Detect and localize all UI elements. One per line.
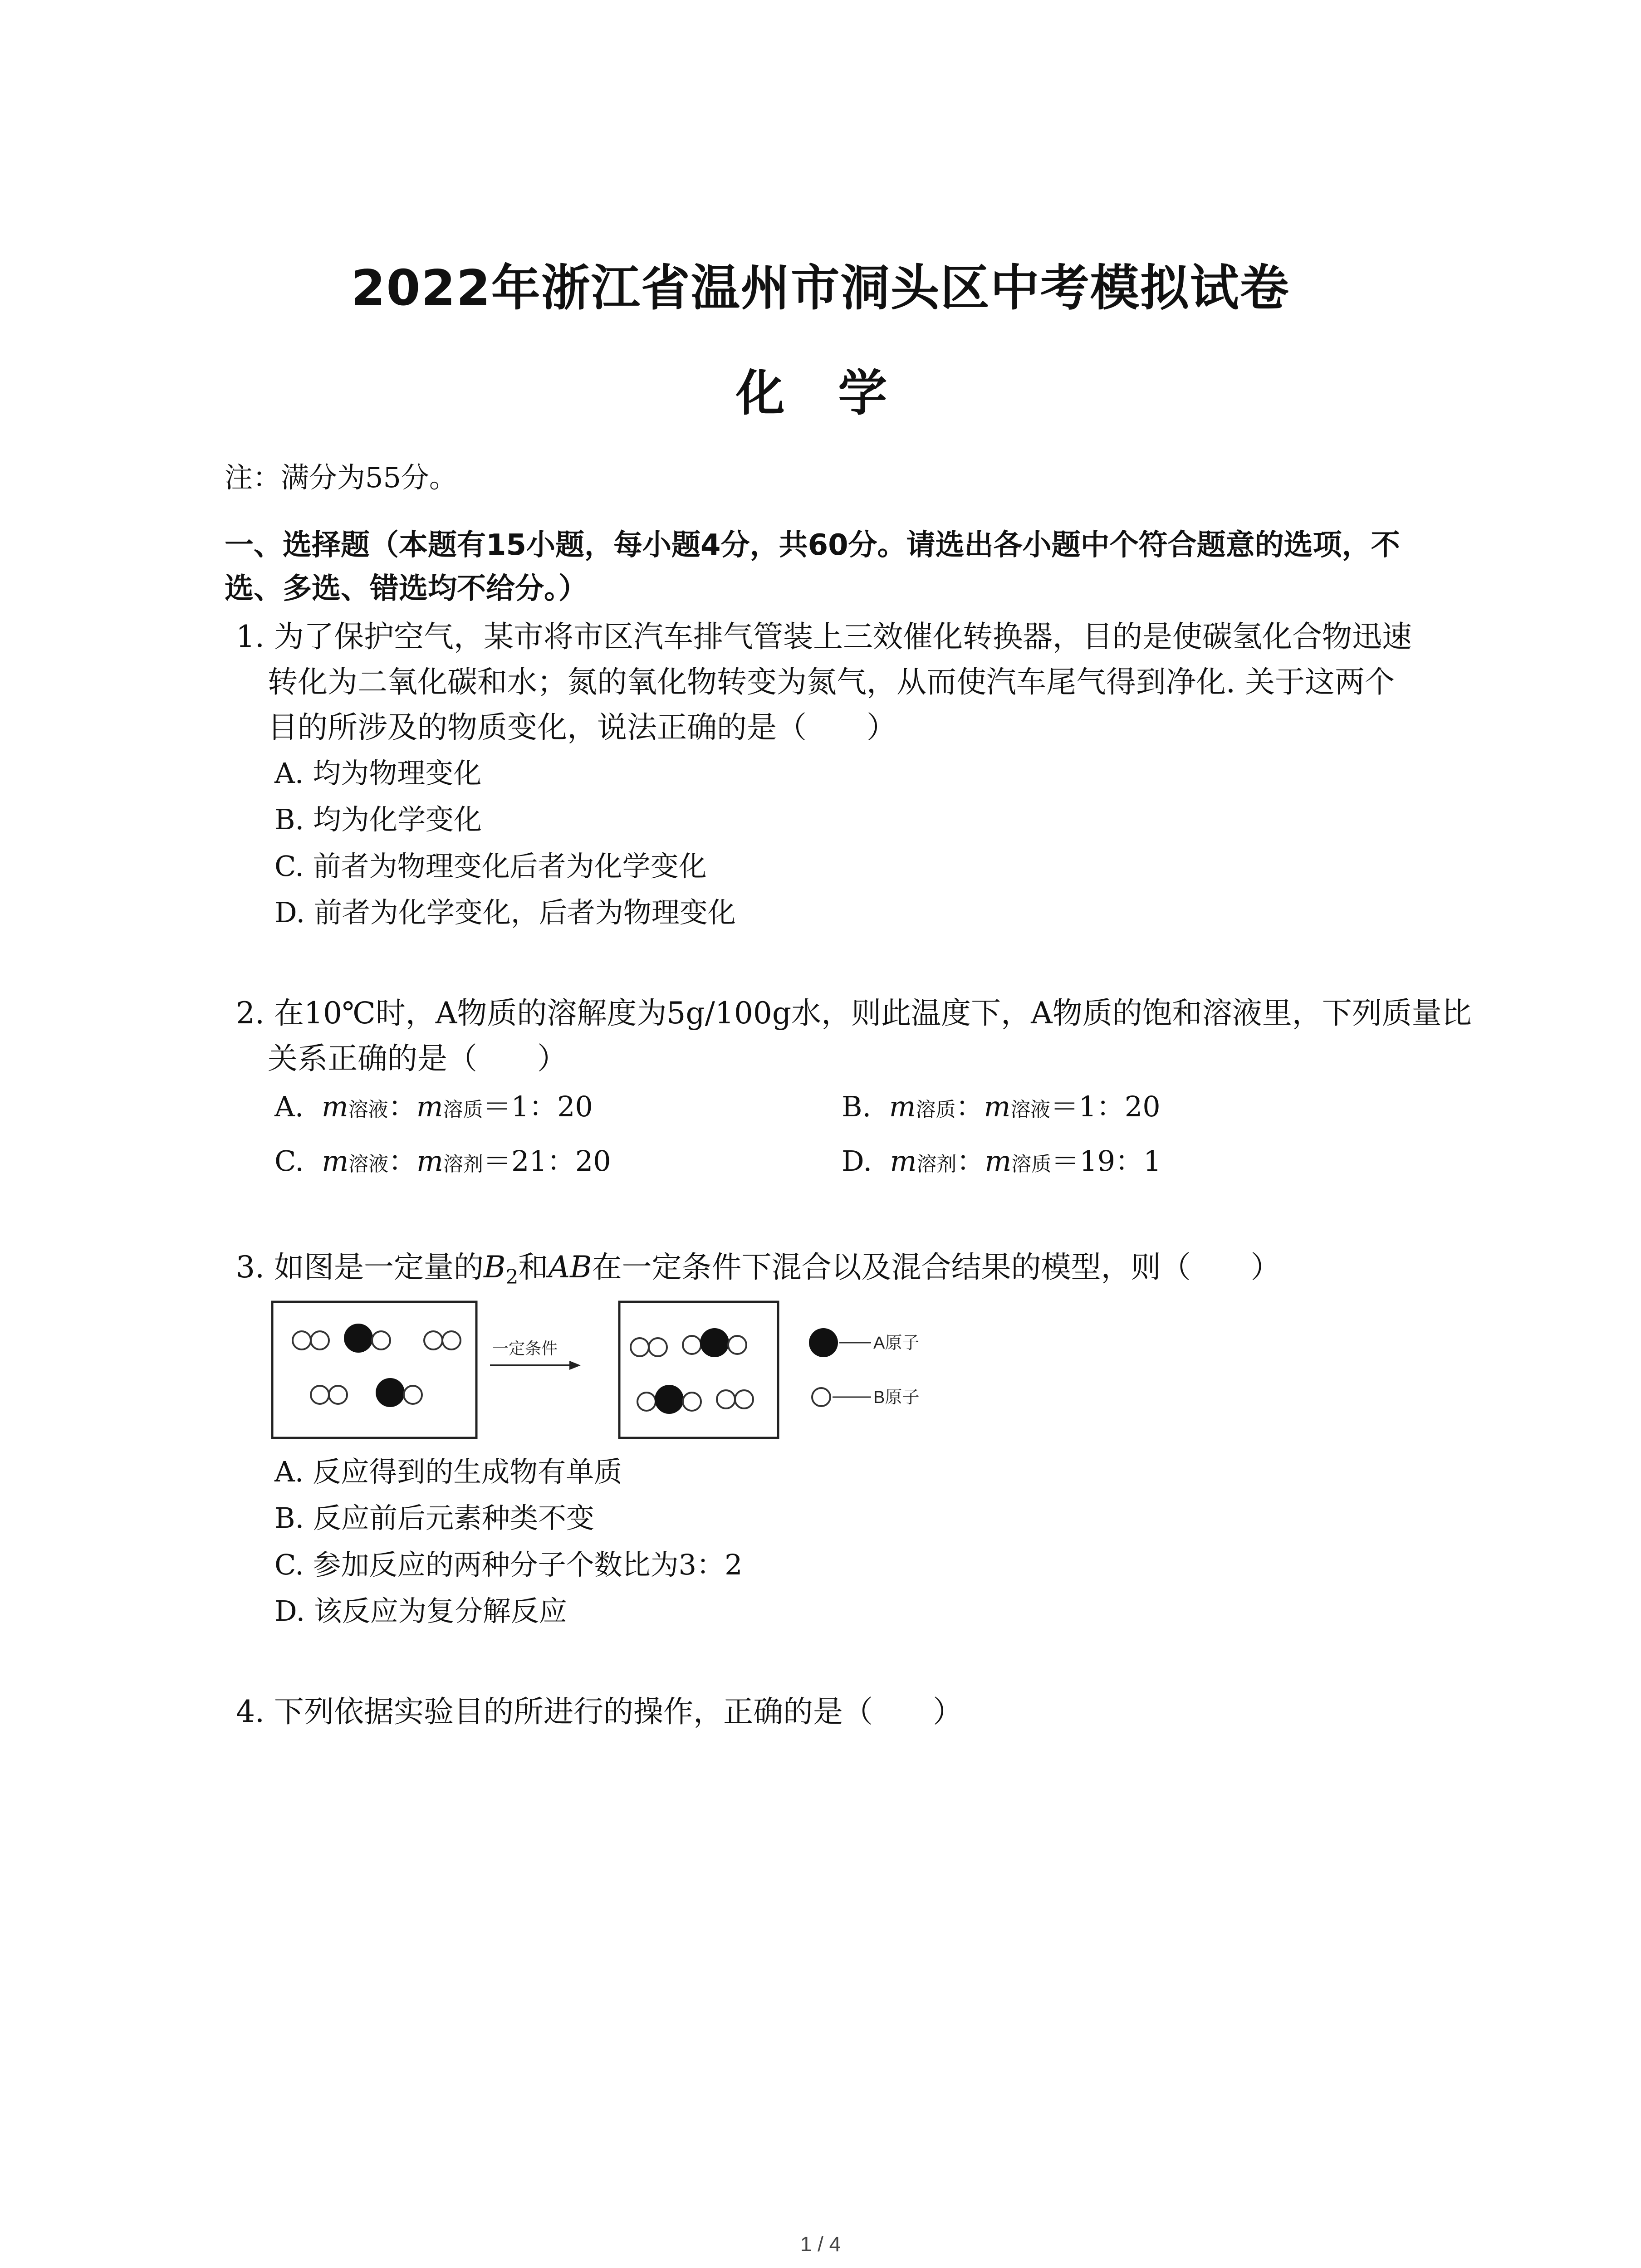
q3-option-d: D. 该反应为复分解反应 [274, 1594, 567, 1628]
legend-b-atom [812, 1388, 830, 1406]
q3-stem: 3. 如图是一定量的$B_2$和AB在一定条件下混合以及混合结果的模型，则（ ） [236, 1250, 1281, 1289]
b2-molecule [631, 1338, 667, 1356]
q2-option-b: B. m溶质：m溶液＝1：20 [842, 1090, 1161, 1123]
q1-option-b: B. 均为化学变化 [274, 803, 482, 836]
ab-molecule [344, 1324, 390, 1353]
q3-option-a: A. 反应得到的生成物有单质 [274, 1455, 622, 1488]
q2-option-c: C. m溶液：m溶剂＝21：20 [274, 1144, 611, 1178]
q1-stem-line1: 1. 为了保护空气，某市将市区汽车排气管装上三效催化转换器，目的是使碳氢化合物迅速 [236, 619, 1412, 654]
section-heading-line1: 一、选择题（本题有15小题，每小题4分，共60分。请选出各小题中个符合题意的选项，不 [225, 528, 1400, 562]
legend-a-label: A原子 [873, 1334, 920, 1353]
reaction-model-diagram [268, 1297, 948, 1447]
q1-option-a: A. 均为物理变化 [274, 757, 482, 790]
q1-stem-line2: 转化为二氧化碳和水；氮的氧化物转变为氮气，从而使汽车尾气得到净化. 关于这两个 [268, 665, 1395, 699]
b2-molecule [311, 1386, 347, 1404]
before-box [272, 1302, 476, 1438]
arrow-head [569, 1361, 581, 1370]
score-note: 注：满分为55分。 [225, 461, 457, 494]
b2-molecule [293, 1331, 329, 1349]
page-number: 1 / 4 [800, 2232, 841, 2256]
b2-molecule [717, 1390, 753, 1408]
section-heading-line2: 选、多选、错选均不给分。） [225, 572, 588, 606]
subject-title: 化 学 [735, 365, 906, 422]
q2-stem-line2: 关系正确的是（ ） [268, 1041, 567, 1076]
after-box [619, 1302, 778, 1438]
q1-option-c: C. 前者为物理变化后者为化学变化 [274, 850, 707, 883]
ab2-molecule [637, 1385, 701, 1414]
q2-option-d: D. m溶剂：m溶质＝19：1 [842, 1144, 1161, 1178]
legend-b-label: B原子 [873, 1388, 920, 1407]
ab-molecule [376, 1378, 422, 1407]
q3-option-b: B. 反应前后元素种类不变 [274, 1501, 594, 1535]
b2-molecule [424, 1331, 460, 1349]
q3-option-c: C. 参加反应的两种分子个数比为3：2 [274, 1548, 743, 1581]
q2-stem-line1: 2. 在10℃时，A物质的溶解度为5g/100g水，则此温度下，A物质的饱和溶液里，下列质量比 [236, 996, 1472, 1031]
ab2-molecule [683, 1328, 746, 1357]
legend-a-atom [809, 1328, 838, 1357]
q1-option-d: D. 前者为化学变化，后者为物理变化 [274, 896, 736, 929]
exam-title: 2022年浙江省温州市洞头区中考模拟试卷 [351, 260, 1290, 317]
q2-option-a: A. m溶液：m溶质＝1：20 [274, 1090, 593, 1123]
q1-stem-line3: 目的所涉及的物质变化，说法正确的是（ ） [268, 710, 896, 745]
condition-label: 一定条件 [492, 1339, 558, 1358]
q4-stem: 4. 下列依据实验目的所进行的操作，正确的是（ ） [236, 1694, 963, 1729]
